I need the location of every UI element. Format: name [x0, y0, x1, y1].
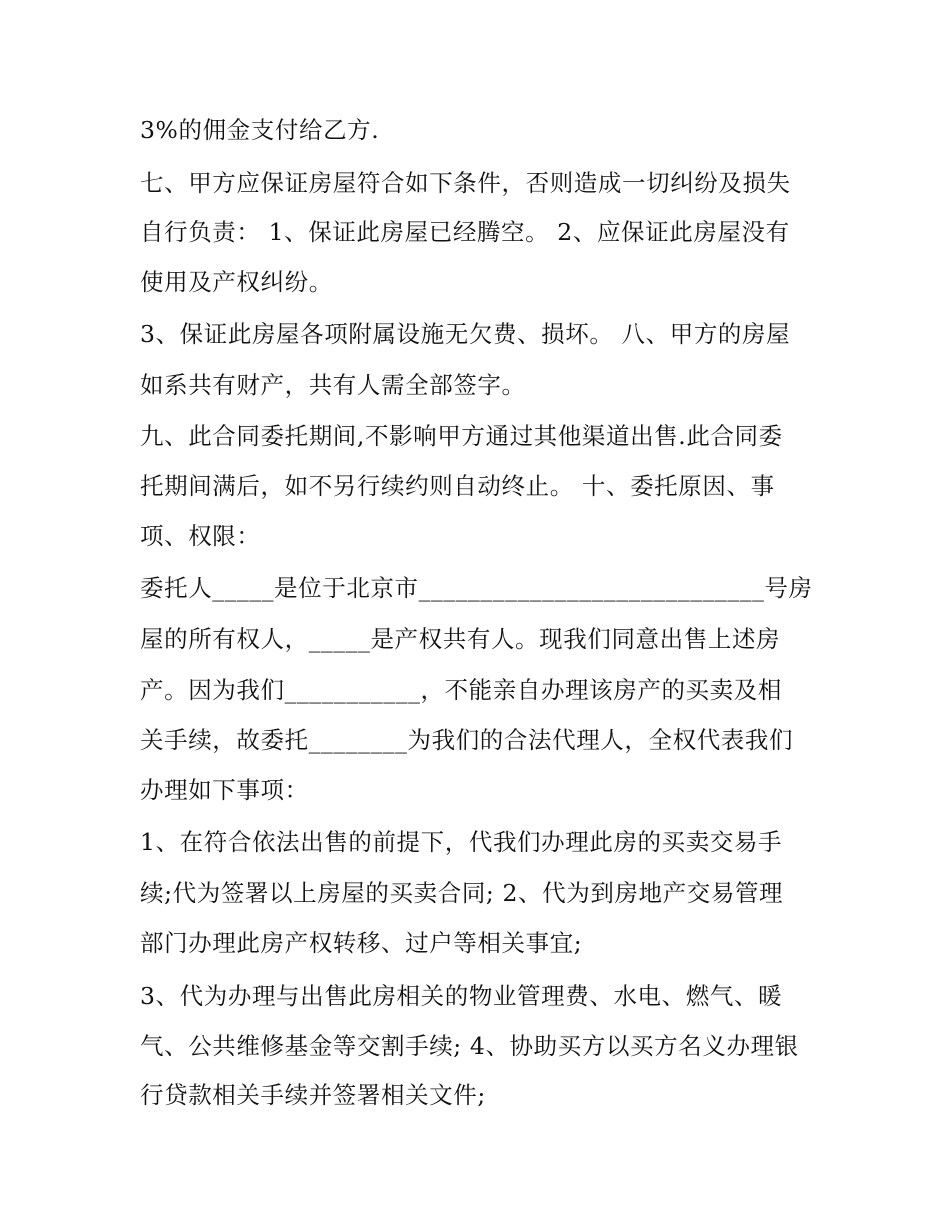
text-line: 行贷款相关手续并签署相关文件;	[140, 1081, 486, 1109]
text-line: 关手续，故委托________为我们的合法代理人，全权代表我们	[140, 726, 794, 754]
text-line: 续;代为签署以上房屋的买卖合同; 2、代为到房地产交易管理	[140, 879, 784, 907]
text-line: 使用及产权纠纷。	[140, 268, 333, 296]
text-line: 3、保证此房屋各项附属设施无欠费、损坏。 八、甲方的房屋	[140, 320, 791, 348]
text-line: 屋的所有权人，_____是产权共有人。现我们同意出售上述房	[140, 625, 781, 653]
text-line: 托期间满后，如不另行续约则自动终止。 十、委托原因、事	[140, 472, 775, 500]
text-line: 办理如下事项：	[140, 776, 309, 804]
text-line: 1、在符合依法出售的前提下，代我们办理此房的买卖交易手	[140, 828, 783, 856]
text-line: 项、权限：	[140, 522, 261, 550]
text-line: 九、此合同委托期间,不影响甲方通过其他渠道出售.此合同委	[140, 422, 783, 450]
text-line: 如系共有财产，共有人需全部签字。	[140, 371, 526, 399]
text-line: 委托人_____是位于北京市____________________________号房	[140, 574, 813, 602]
text-line: 气、公共维修基金等交割手续; 4、协助买方以买方名义办理银	[140, 1032, 799, 1060]
text-line: 部门办理此房产权转移、过户等相关事宜;	[140, 929, 583, 957]
text-line: 3、代为办理与出售此房相关的物业管理费、水电、燃气、暖	[140, 982, 783, 1010]
text-line: 自行负责： 1、保证此房屋已经腾空。 2、应保证此房屋没有	[140, 218, 790, 246]
text-line: 七、甲方应保证房屋符合如下条件，否则造成一切纠纷及损失	[140, 169, 791, 197]
text-line: 3%的佣金支付给乙方.	[140, 116, 380, 144]
text-line: 产。因为我们___________，不能亲自办理该房产的买卖及相	[140, 676, 782, 704]
